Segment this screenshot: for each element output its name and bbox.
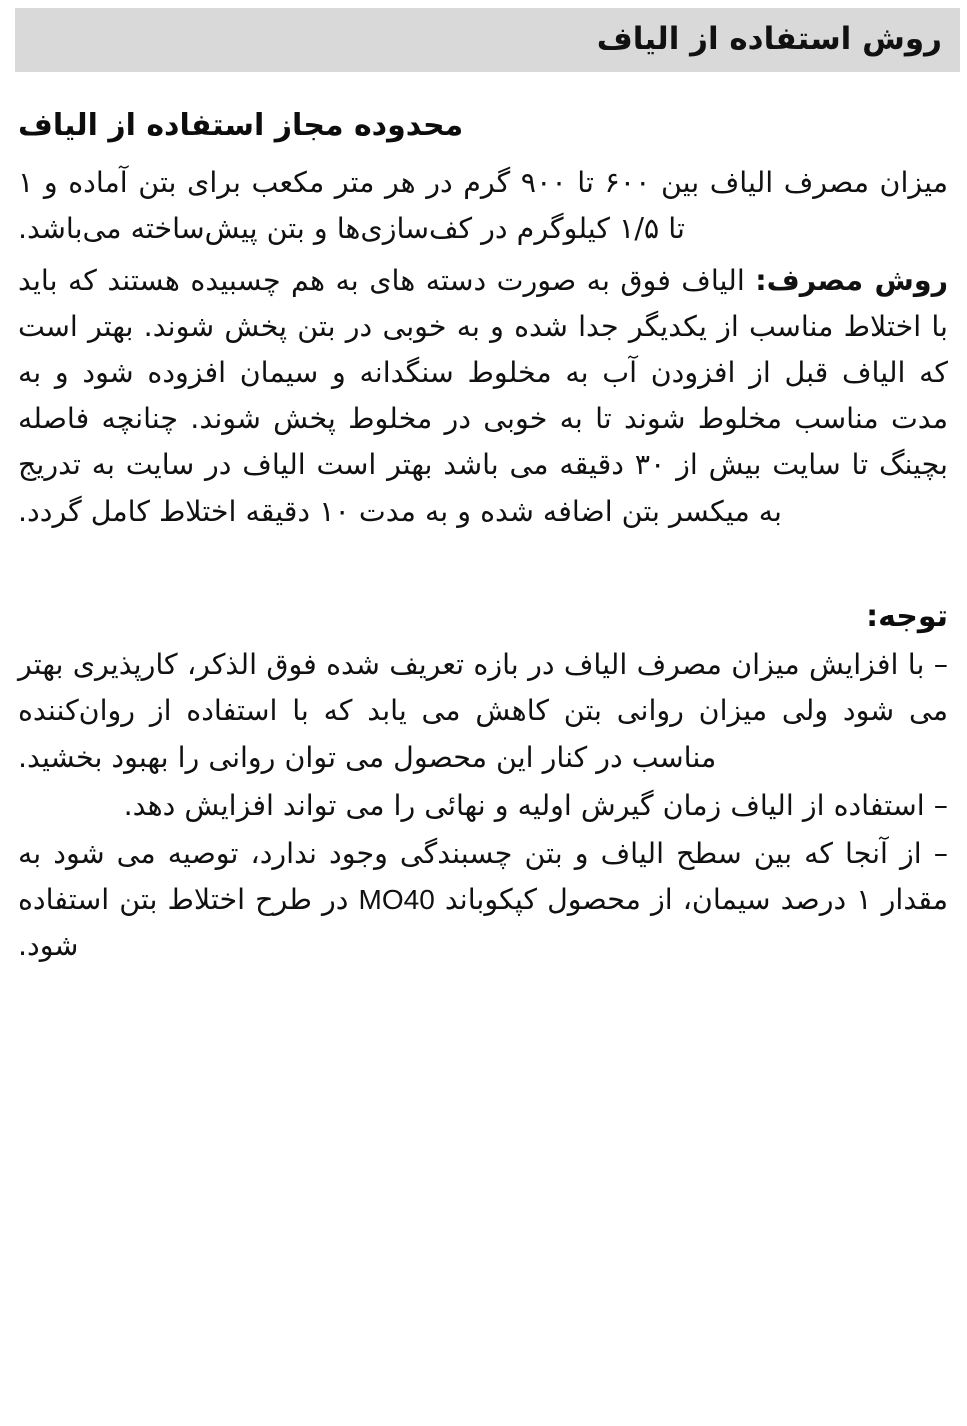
section-spacer bbox=[18, 541, 948, 595]
page-title: روش استفاده از الیاف bbox=[596, 21, 942, 58]
method-label: روش مصرف: bbox=[755, 263, 948, 297]
document-body bbox=[18, 104, 948, 971]
paragraph-method-of-use bbox=[18, 258, 948, 535]
note-adhesion-text-before: – از آنجا که بین سطح الیاف و بتن چسبندگی وجود ندارد، توصیه می شود به مقدار ۱ درصد سیمان، از محصول کپکوباند bbox=[18, 836, 948, 917]
product-code-mo40: MO40 bbox=[358, 884, 435, 916]
section-heading-usage-range: محدوده مجاز استفاده از الیاف bbox=[18, 108, 464, 143]
note-item-adhesion bbox=[18, 831, 948, 969]
note-item-setting-time: – استفاده از الیاف زمان گیرش اولیه و نهائی را می تواند افزایش دهد. bbox=[123, 788, 948, 822]
page-header-banner bbox=[15, 8, 960, 72]
note-item-workability: – با افزایش میزان مصرف الیاف در بازه تعریف شده فوق الذکر، کارپذیری بهتر می شود ولی میزان روانی بتن کاهش می یابد که با استفاده از روان‌کننده مناسب در کنار این محصول می توان روانی را بهبود بخشید. bbox=[18, 648, 948, 774]
note-adhesion-text-after: در طرح اختلاط بتن استفاده شود. bbox=[18, 883, 359, 963]
note-heading: توجه: bbox=[866, 598, 948, 634]
paragraph-usage-range: میزان مصرف الیاف بین ۶۰۰ تا ۹۰۰ گرم در هر متر مکعب برای بتن آماده و ۱ تا ۱/۵ کیلوگرم در کف‌سازی‌ها و بتن پیش‌ساخته می‌باشد. bbox=[18, 165, 949, 245]
method-body-text: الیاف فوق به صورت دسته های به هم چسبیده هستند که باید با اختلاط مناسب از یکدیگر جدا شده و به خوبی در بتن پخش شوند. بهتر است که الیاف قبل از افزودن آب به مخلوط سنگدانه و سیمان افزوده شود و به مدت مناسب مخلوط شوند تا به خوبی در مخلوط پخش شوند. چنانچه فاصله بچینگ تا سایت بیش از ۳۰ دقیقه می باشد بهتر است الیاف در سایت به تدریج به میکسر بتن اضافه شده و به مدت ۱۰ دقیقه اختلاط کامل گردد. bbox=[18, 263, 948, 528]
note-list bbox=[18, 642, 948, 969]
